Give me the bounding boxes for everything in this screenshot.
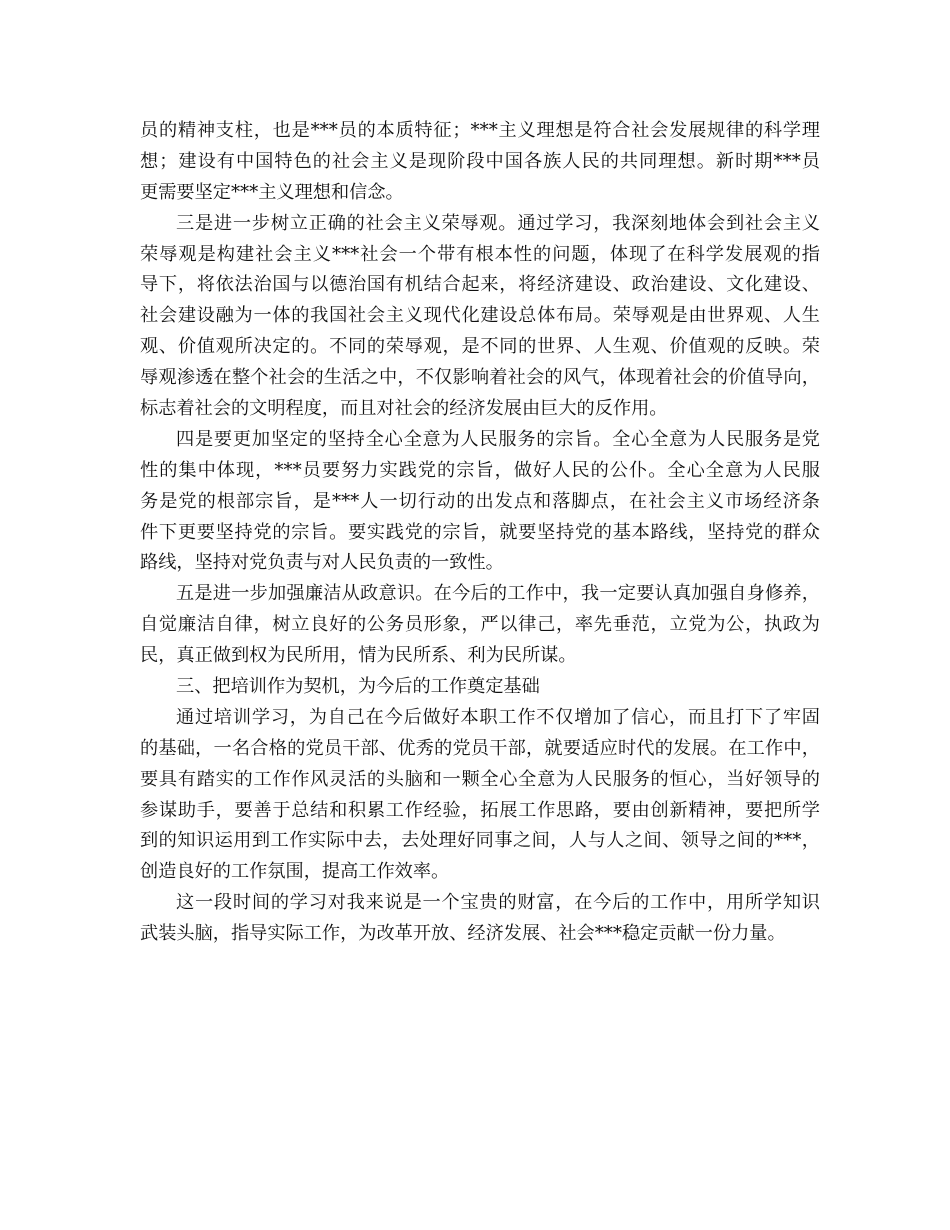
text-line: 观、价值观所决定的。不同的荣辱观，是不同的世界、人生观、价值观的反映。荣 [140, 336, 820, 358]
text-line: 民，真正做到权为民所用，情为民所系、利为民所谋。 [140, 645, 577, 667]
document-body [140, 116, 820, 950]
text-line: 社会建设融为一体的我国社会主义现代化建设总体布局。荣辱观是由世界观、人生 [140, 305, 820, 327]
text-line: 想；建设有中国特色的社会主义是现阶段中国各族人民的共同理想。新时期***员 [140, 150, 820, 172]
text-line: 到的知识运用到工作实际中去，去处理好同事之间，人与人之间、领导之间的***， [140, 830, 820, 852]
paragraph-start-line: 三是进一步树立正确的社会主义荣辱观。通过学习，我深刻地体会到社会主义 [176, 212, 820, 234]
text-line: 要具有踏实的工作作风灵活的头脑和一颗全心全意为人民服务的恒心，当好领导的 [140, 768, 820, 790]
text-line: 导下，将依法治国与以德治国有机结合起来，将经济建设、政治建设、文化建设、 [140, 274, 820, 296]
text-line: 辱观渗透在整个社会的生活之中，不仅影响着社会的风气，体现着社会的价值导向， [140, 367, 820, 389]
text-line: 武装头脑，指导实际工作，为改革开放、经济发展、社会***稳定贡献一份力量。 [140, 923, 786, 945]
text-line: 务是党的根部宗旨，是***人一切行动的出发点和落脚点，在社会主义市场经济条 [140, 490, 820, 512]
text-line: 荣辱观是构建社会主义***社会一个带有根本性的问题，体现了在科学发展观的指 [140, 243, 820, 265]
text-line: 性的集中体现，***员要努力实践党的宗旨，做好人民的公仆。全心全意为人民服 [140, 459, 820, 481]
paragraph-start-line: 四是要更加坚定的坚持全心全意为人民服务的宗旨。全心全意为人民服务是党 [176, 428, 820, 450]
paragraph-start-line: 这一段时间的学习对我来说是一个宝贵的财富，在今后的工作中，用所学知识 [176, 892, 820, 914]
section-heading: 三、把培训作为契机，为今后的工作奠定基础 [176, 676, 540, 698]
text-line: 路线，坚持对党负责与对人民负责的一致性。 [140, 552, 504, 574]
paragraph-start-line: 五是进一步加强廉洁从政意识。在今后的工作中，我一定要认真加强自身修养， [176, 583, 820, 605]
text-line: 创造良好的工作氛围，提高工作效率。 [140, 861, 450, 883]
text-line: 自觉廉洁自律，树立良好的公务员形象，严以律己，率先垂范，立党为公，执政为 [140, 614, 820, 636]
text-line: 的基础，一名合格的党员干部、优秀的党员干部，就要适应时代的发展。在工作中， [140, 737, 820, 759]
text-line: 员的精神支柱，也是***员的本质特征；***主义理想是符合社会发展规律的科学理 [140, 120, 820, 141]
text-line: 更需要坚定***主义理想和信念。 [140, 181, 404, 203]
text-line: 参谋助手，要善于总结和积累工作经验，拓展工作思路，要由创新精神，要把所学 [140, 799, 820, 821]
text-line: 件下更要坚持党的宗旨。要实践党的宗旨，就要坚持党的基本路线，坚持党的群众 [140, 521, 820, 543]
text-line: 标志着社会的文明程度，而且对社会的经济发展由巨大的反作用。 [140, 398, 668, 420]
paragraph-start-line: 通过培训学习，为自己在今后做好本职工作不仅增加了信心，而且打下了牢固 [176, 706, 820, 728]
